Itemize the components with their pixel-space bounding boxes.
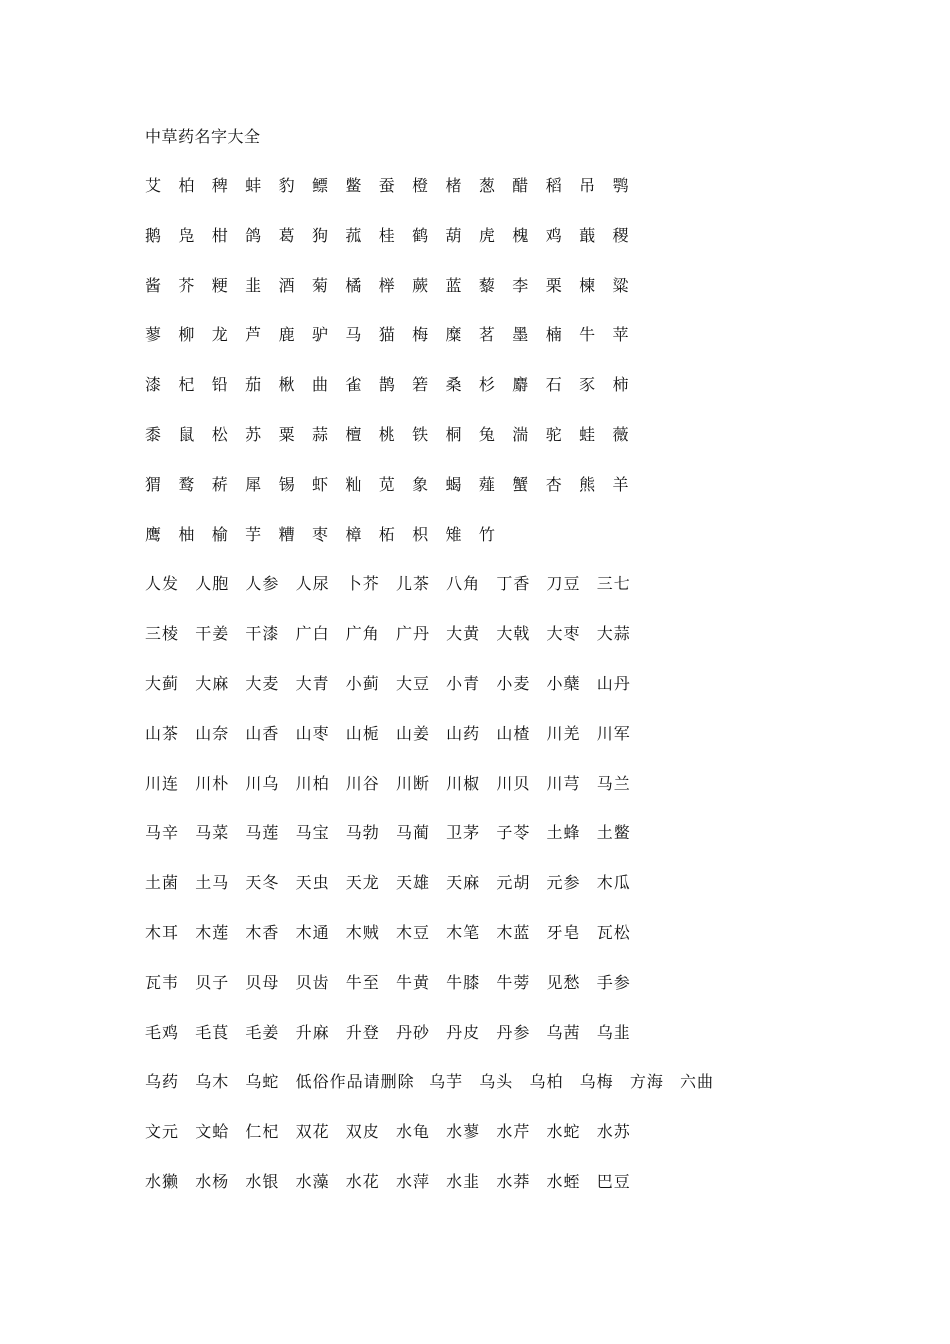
herb-name: 驴 [311,325,328,345]
herb-name: 乌头 [479,1072,514,1092]
herb-name: 马宝 [295,823,330,843]
herb-name: 蒜 [311,424,328,444]
single-char-row [145,321,865,371]
herb-name: 木耳 [145,922,180,942]
herb-name: 豹 [278,176,295,195]
herb-name: 芋 [245,524,262,544]
herb-name: 人发 [145,574,180,594]
herb-name: 马菜 [195,823,230,843]
two-char-row [145,819,865,869]
herb-name: 土马 [195,873,230,893]
herb-name: 马辛 [145,823,180,843]
herb-name: 川连 [145,773,180,793]
herb-name: 粳 [211,275,228,295]
herb-name: 大青 [295,673,330,693]
herb-name: 蕺 [579,225,596,245]
herb-name: 天龙 [345,873,380,893]
herb-name: 毛茛 [195,1022,230,1042]
herb-name: 榆 [211,524,228,544]
herb-name: 卫茅 [446,823,481,843]
herb-name: 藜 [478,275,495,295]
herb-name: 水芹 [496,1122,531,1142]
herb-name: 木笔 [446,922,481,942]
herb-name: 广角 [345,624,380,644]
herb-name: 乌柏 [529,1072,564,1092]
herb-name: 山楂 [496,723,531,743]
herb-name: 丹参 [496,1022,531,1042]
herb-name: 方海 [629,1072,664,1092]
herb-name: 柘 [378,524,395,544]
single-char-row [145,272,865,322]
two-char-row [145,1118,865,1168]
herb-name: 鹰 [145,524,162,544]
herb-name: 菥 [211,474,228,494]
herb-name: 鹗 [612,176,629,195]
herb-name: 榉 [378,275,395,295]
herb-name: 猫 [378,325,395,345]
herb-name: 牛 [579,325,596,345]
herb-name: 柳 [178,325,195,345]
herb-name: 鸽 [245,225,262,245]
herb-name: 山茶 [145,723,180,743]
herb-name: 吊 [579,176,596,195]
herb-name: 牙皂 [546,922,581,942]
two-char-row [145,670,865,720]
herb-name: 菊 [311,275,328,295]
two-char-row [145,919,865,969]
herb-name: 干漆 [245,624,280,644]
herb-name: 山香 [245,723,280,743]
herb-name: 韭 [245,275,262,295]
herb-name: 鹿 [278,325,295,345]
herb-name: 枳 [412,524,429,544]
herb-name: 葛 [278,225,295,245]
herb-name: 黍 [145,424,162,444]
herb-name: 茄 [245,375,262,395]
herb-name: 丹砂 [395,1022,430,1042]
herb-name: 枣 [311,524,328,544]
herb-name: 乌芋 [429,1072,464,1092]
herb-name: 鹅 [145,225,162,245]
herb-name: 天虫 [295,873,330,893]
herb-name: 橙 [412,176,429,195]
single-char-row [145,421,865,471]
herb-name: 羊 [612,474,629,494]
herb-name: 湍 [512,424,529,444]
herb-name: 小麦 [496,673,531,693]
herb-name: 乌药 [145,1072,180,1092]
herb-name: 升麻 [295,1022,330,1042]
herb-name: 川芎 [546,773,581,793]
herb-name: 蟹 [512,474,529,494]
herb-name: 粱 [612,275,629,295]
herb-name: 马莲 [245,823,280,843]
herb-name: 人胞 [195,574,230,594]
herb-name: 酒 [278,275,295,295]
herb-name: 豕 [579,375,596,395]
herb-name: 贝齿 [295,972,330,992]
herb-name: 铅 [211,375,228,395]
herb-name: 栗 [545,275,562,295]
herb-name: 三七 [596,574,631,594]
single-char-row [145,371,865,421]
herb-name: 天雄 [395,873,430,893]
herb-name: 柑 [211,225,228,245]
herb-name: 猬 [145,474,162,494]
herb-name: 天冬 [245,873,280,893]
herb-name: 水韭 [446,1171,481,1191]
herb-name: 木贼 [345,922,380,942]
herb-name: 芥 [178,275,195,295]
herb-name: 乌茜 [546,1022,581,1042]
herb-name: 升登 [345,1022,380,1042]
herb-name: 瓦韦 [145,972,180,992]
herb-name: 马兰 [596,773,631,793]
herb-name: 苋 [378,474,395,494]
herb-name: 箬 [412,375,429,395]
herb-name: 桐 [445,424,462,444]
herb-name: 巴豆 [596,1171,631,1191]
herb-name: 川椒 [446,773,481,793]
herb-name: 大黄 [446,624,481,644]
herb-name: 苹 [612,325,629,345]
herb-name: 鹤 [412,225,429,245]
herb-name: 槐 [512,225,529,245]
herb-name: 薤 [478,474,495,494]
herb-name: 蚕 [378,176,395,195]
herb-name: 象 [412,474,429,494]
herb-name: 大蒜 [596,624,631,644]
herb-name: 马 [345,325,362,345]
herb-name: 曲 [311,375,328,395]
herb-name: 三棱 [145,624,180,644]
two-char-row [145,720,865,770]
herb-name: 水莽 [496,1171,531,1191]
herb-name: 广白 [295,624,330,644]
two-char-row [145,1168,865,1218]
herb-name: 鸡 [545,225,562,245]
herb-name: 犀 [245,474,262,494]
herb-name: 雀 [345,375,362,395]
herb-name: 墨 [512,325,529,345]
herb-name: 六曲 [680,1072,715,1092]
herb-name: 楝 [579,275,596,295]
two-char-row [145,570,865,620]
herb-name: 蓼 [145,325,162,345]
herb-name: 水龟 [395,1122,430,1142]
herb-name: 稷 [612,225,629,245]
herb-name: 糜 [445,325,462,345]
herb-name: 凫 [178,225,195,245]
two-char-row [145,770,865,820]
herb-name: 贝子 [195,972,230,992]
herb-name: 牛至 [345,972,380,992]
single-char-row [145,471,865,521]
herb-name: 木莲 [195,922,230,942]
two-char-row [145,1068,865,1118]
herb-name: 桃 [378,424,395,444]
herb-name: 艾 [145,176,162,195]
herb-name: 桑 [445,375,462,395]
herb-name: 蓝 [445,275,462,295]
herb-name: 虎 [478,225,495,245]
herb-name: 水蓼 [446,1122,481,1142]
herb-name: 锡 [278,474,295,494]
herb-name: 水獭 [145,1171,180,1191]
herb-name: 楸 [278,375,295,395]
herb-name: 山枣 [295,723,330,743]
herb-name: 狗 [311,225,328,245]
herb-name: 文元 [145,1122,180,1142]
herb-name: 樟 [345,524,362,544]
herb-name: 见愁 [546,972,581,992]
herb-name: 龙 [211,325,228,345]
herb-name: 大豆 [395,673,430,693]
herb-name: 苏 [245,424,262,444]
herb-name: 漆 [145,375,162,395]
herb-name: 李 [512,275,529,295]
herb-name: 川乌 [245,773,280,793]
herb-name: 手参 [596,972,631,992]
herb-name: 牛蒡 [496,972,531,992]
herb-name: 水花 [345,1171,380,1191]
herb-name: 马勃 [345,823,380,843]
herb-name: 水萍 [395,1171,430,1191]
herb-name: 牛膝 [446,972,481,992]
herb-name: 马蔺 [395,823,430,843]
document-title: 中草药名字大全 [145,127,261,146]
herb-name: 贝母 [245,972,280,992]
herb-name: 稻 [545,176,562,195]
herb-name: 石 [545,375,562,395]
herb-name: 鹊 [378,375,395,395]
herb-name: 大麻 [195,673,230,693]
herb-name: 稗 [211,176,228,195]
herb-name: 小蓟 [345,673,380,693]
herb-name: 菰 [345,225,362,245]
herb-name: 川羌 [546,723,581,743]
herb-name: 大戟 [496,624,531,644]
herb-name: 川谷 [345,773,380,793]
herb-name: 乌韭 [596,1022,631,1042]
herb-name: 毛鸡 [145,1022,180,1042]
herb-name: 乌蛇 [245,1072,280,1092]
herb-name: 兔 [478,424,495,444]
herb-name: 蝎 [445,474,462,494]
two-char-row [145,869,865,919]
herb-name: 土鳖 [596,823,631,843]
herb-name: 木蓝 [496,922,531,942]
herb-name: 竹 [478,524,495,544]
herb-name: 文蛤 [195,1122,230,1142]
herb-name: 雉 [445,524,462,544]
herb-name: 鳔 [311,176,328,195]
herb-name: 糟 [278,524,295,544]
herb-name: 山奈 [195,723,230,743]
herb-name: 水藻 [295,1171,330,1191]
herb-name: 土菌 [145,873,180,893]
herb-name: 柿 [612,375,629,395]
herb-name: 水苏 [596,1122,631,1142]
herb-name: 柏 [178,176,195,195]
herb-name: 小蘖 [546,673,581,693]
herb-name: 蛙 [579,424,596,444]
herb-name: 土蜂 [546,823,581,843]
single-char-row [145,521,865,571]
herb-name: 橘 [345,275,362,295]
herb-name: 卜芥 [345,574,380,594]
herb-name: 铁 [412,424,429,444]
herb-name: 杏 [545,474,562,494]
two-char-row [145,969,865,1019]
herb-name: 双皮 [345,1122,380,1142]
herb-name: 双花 [295,1122,330,1142]
herb-name: 籼 [345,474,362,494]
herb-name-list [145,172,865,1218]
single-char-row [145,172,865,222]
herb-name: 水杨 [195,1171,230,1191]
herb-name: 乌梅 [579,1072,614,1092]
herb-name: 水蛭 [546,1171,581,1191]
herb-name: 薇 [612,424,629,444]
herb-name: 木通 [295,922,330,942]
herb-name: 仁杞 [245,1122,280,1142]
herb-name: 梅 [412,325,429,345]
herb-name: 川贝 [496,773,531,793]
herb-name: 醋 [512,176,529,195]
herb-name: 瓦松 [596,922,631,942]
herb-name: 乌木 [195,1072,230,1092]
herb-name: 元胡 [496,873,531,893]
herb-name: 低俗作品请删除 [295,1072,415,1092]
herb-name: 小青 [446,673,481,693]
herb-name: 八角 [446,574,481,594]
herb-name: 山栀 [345,723,380,743]
herb-name: 川柏 [295,773,330,793]
herb-name: 干姜 [195,624,230,644]
herb-name: 毛姜 [245,1022,280,1042]
herb-name: 粟 [278,424,295,444]
herb-name: 鼠 [178,424,195,444]
herb-name: 山姜 [395,723,430,743]
herb-name: 檀 [345,424,362,444]
herb-name: 酱 [145,275,162,295]
herb-name: 葱 [478,176,495,195]
single-char-row [145,222,865,272]
herb-name: 水蛇 [546,1122,581,1142]
herb-name: 大蓟 [145,673,180,693]
herb-name: 牛黄 [395,972,430,992]
herb-name: 川朴 [195,773,230,793]
herb-name: 子苓 [496,823,531,843]
herb-name: 木香 [245,922,280,942]
herb-name: 熊 [579,474,596,494]
herb-name: 大麦 [245,673,280,693]
herb-name: 丹皮 [446,1022,481,1042]
herb-name: 杞 [178,375,195,395]
herb-name: 山药 [446,723,481,743]
herb-name: 鳖 [345,176,362,195]
herb-name: 人参 [245,574,280,594]
two-char-row [145,620,865,670]
herb-name: 大枣 [546,624,581,644]
herb-name: 松 [211,424,228,444]
herb-name: 杉 [478,375,495,395]
herb-name: 川断 [395,773,430,793]
herb-name: 驼 [545,424,562,444]
herb-name: 儿茶 [395,574,430,594]
herb-name: 元参 [546,873,581,893]
herb-name: 葫 [445,225,462,245]
herb-name: 虾 [311,474,328,494]
herb-name: 川军 [596,723,631,743]
herb-name: 麝 [512,375,529,395]
herb-name: 天麻 [446,873,481,893]
herb-name: 柚 [178,524,195,544]
herb-name: 茗 [478,325,495,345]
herb-name: 楠 [545,325,562,345]
herb-name: 蕨 [412,275,429,295]
herb-name: 楮 [445,176,462,195]
herb-name: 芦 [245,325,262,345]
herb-name: 木豆 [395,922,430,942]
herb-name: 刀豆 [546,574,581,594]
herb-name: 广丹 [395,624,430,644]
herb-name: 鹜 [178,474,195,494]
herb-name: 丁香 [496,574,531,594]
herb-name: 木瓜 [596,873,631,893]
herb-name: 桂 [378,225,395,245]
herb-name: 山丹 [596,673,631,693]
herb-name: 蚌 [245,176,262,195]
two-char-row [145,1019,865,1069]
herb-name: 人尿 [295,574,330,594]
herb-name: 水银 [245,1171,280,1191]
